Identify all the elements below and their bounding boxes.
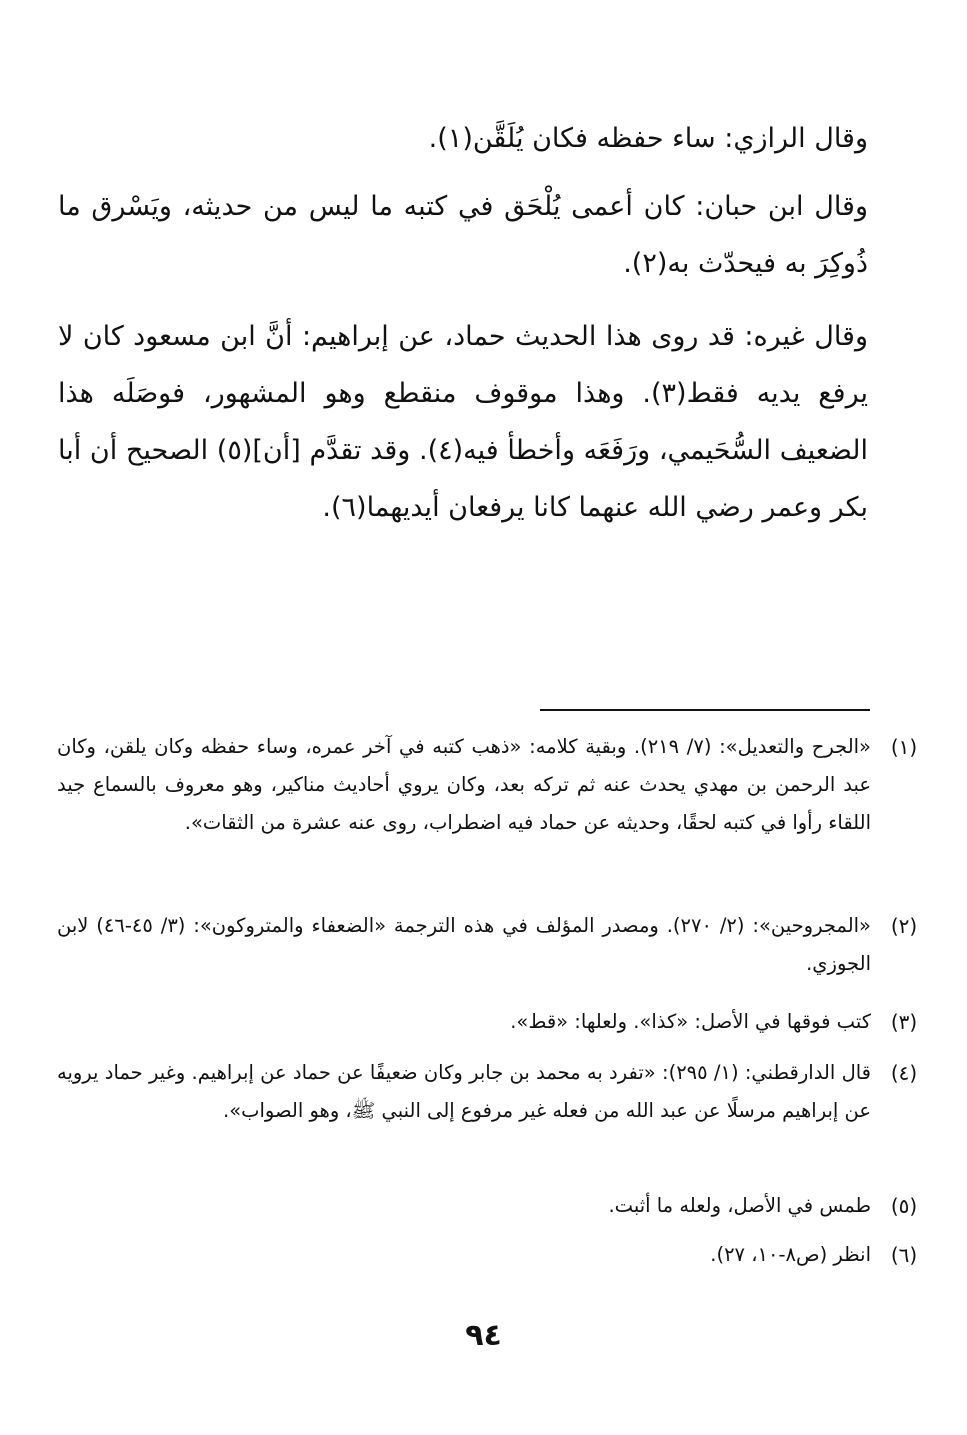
body-paragraph: وقال الرازي: ساء حفظه فكان يُلَقَّن(١). [428, 123, 868, 154]
body-paragraph: وقال غيره: قد روى هذا الحديث حماد، عن إبراهيم: أنَّ ابن مسعود كان لا يرفع يديه فقط(٣). وهذا موقوف منقطع وهو المشهور، فوصَلَه هذا الضعيف السُّحَيمي، ورَفَعَه وأخطأ فيه(٤). وقد تقدَّم [أن](٥) الصحيح أن أبا بكر وعمر رضي الله عنهما كانا يرفعان أيديهما(٦). [58, 321, 869, 523]
footnote-number: (٦) [890, 1243, 918, 1267]
footnote-number: (٥) [890, 1194, 918, 1218]
body-paragraph: وقال ابن حبان: كان أعمى يُلْحَق في كتبه ما ليس من حديثه، ويَسْرق ما ذُوكِرَ به فيحدّث به(٢). [58, 191, 868, 279]
page-number: ٩٤ [465, 1318, 502, 1353]
footnote [57, 1187, 918, 1225]
footnote-text: «الجرح والتعديل»: (٧/ ٢١٩). وبقية كلامه: «ذهب كتبه في آخر عمره، وساء حفظه وكان يلقن، وكان عبد الرحمن بن مهدي يحدث عنه ثم تركه بعد، وكان يروي أحاديث مناكير، وهو معروف بالسماع جيد اللقاء رأوا في كتبه لحقًا، وحديثه عن حماد فيه اضطراب، روى عنه عشرة من الثقات». [57, 735, 871, 834]
footnote [57, 1054, 918, 1130]
footnote-text: «المجروحين»: (٢/ ٢٧٠). ومصدر المؤلف في هذه الترجمة «الضعفاء والمتروكون»: (٣/ ٤٥-٤٦) لابن الجوزي. [57, 914, 871, 975]
footnote-number: (١) [890, 735, 918, 759]
footnote-separator [540, 709, 870, 711]
footnote [57, 907, 918, 983]
footnote-text: انظر (ص٨-١٠، ٢٧). [710, 1243, 871, 1266]
footnote [57, 1236, 918, 1274]
footnote-number: (٢) [890, 914, 918, 938]
footnote-text: كتب فوقها في الأصل: «كذا». ولعلها: «قط». [510, 1010, 871, 1033]
footnote [57, 728, 918, 842]
footnote-number: (٤) [890, 1061, 918, 1085]
footnote-text: قال الدارقطني: (١/ ٢٩٥): «تفرد به محمد بن جابر وكان ضعيفًا عن حماد عن إبراهيم. وغير حماد يرويه عن إبراهيم مرسلًا عن عبد الله من فعله غير مرفوع إلى النبي ﷺ، وهو الصواب». [57, 1061, 871, 1122]
footnote-text: طمس في الأصل، ولعله ما أثبت. [608, 1194, 871, 1217]
footnote-number: (٣) [890, 1010, 918, 1034]
footnote [57, 1003, 918, 1041]
